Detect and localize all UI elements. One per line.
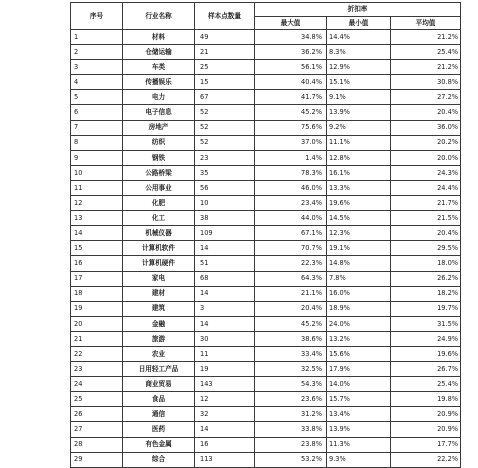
table-row: [71, 437, 461, 452]
row-industry-cell: 金融: [123, 316, 195, 331]
row-sample-count-cell: 21: [195, 45, 255, 60]
row-sample-count-cell: 51: [195, 256, 255, 271]
row-index-cell: 23: [71, 362, 123, 377]
row-max-cell: 54.3%: [255, 377, 327, 392]
row-avg-cell: 21.2%: [391, 60, 461, 75]
row-sample-count-cell: 3: [195, 301, 255, 316]
industry-discount-table-sheet: [70, 2, 460, 464]
row-sample-count-cell: 35: [195, 165, 255, 180]
table-row: [71, 120, 461, 135]
header-min: 最小值: [327, 17, 391, 30]
row-min-cell: 9.3%: [327, 452, 391, 467]
row-sample-count-cell: 49: [195, 30, 255, 45]
row-max-cell: 33.4%: [255, 346, 327, 361]
row-min-cell: 16.1%: [327, 165, 391, 180]
row-sample-count-cell: 12: [195, 392, 255, 407]
row-index-cell: 10: [71, 165, 123, 180]
row-index-cell: 25: [71, 392, 123, 407]
row-industry-cell: 钢铁: [123, 150, 195, 165]
row-max-cell: 34.8%: [255, 30, 327, 45]
row-sample-count-cell: 11: [195, 346, 255, 361]
row-industry-cell: 综合: [123, 452, 195, 467]
row-max-cell: 38.6%: [255, 331, 327, 346]
row-sample-count-cell: 52: [195, 120, 255, 135]
row-sample-count-cell: 16: [195, 437, 255, 452]
row-avg-cell: 19.8%: [391, 392, 461, 407]
row-min-cell: 14.4%: [327, 30, 391, 45]
row-index-cell: 4: [71, 75, 123, 90]
row-sample-count-cell: 52: [195, 105, 255, 120]
table-row: [71, 407, 461, 422]
row-sample-count-cell: 109: [195, 226, 255, 241]
row-sample-count-cell: 14: [195, 316, 255, 331]
row-min-cell: 17.9%: [327, 362, 391, 377]
row-avg-cell: 20.2%: [391, 135, 461, 150]
row-industry-cell: 纺织: [123, 135, 195, 150]
row-sample-count-cell: 52: [195, 135, 255, 150]
row-industry-cell: 化肥: [123, 196, 195, 211]
industry-discount-table: [70, 2, 461, 468]
row-index-cell: 26: [71, 407, 123, 422]
row-avg-cell: 26.7%: [391, 362, 461, 377]
row-index-cell: 8: [71, 135, 123, 150]
row-index-cell: 13: [71, 211, 123, 226]
row-avg-cell: 24.4%: [391, 180, 461, 195]
row-industry-cell: 建筑: [123, 301, 195, 316]
row-avg-cell: 20.9%: [391, 407, 461, 422]
row-sample-count-cell: 14: [195, 422, 255, 437]
table-row: [71, 150, 461, 165]
row-index-cell: 2: [71, 45, 123, 60]
row-min-cell: 14.8%: [327, 256, 391, 271]
row-index-cell: 9: [71, 150, 123, 165]
row-min-cell: 14.5%: [327, 211, 391, 226]
row-avg-cell: 20.0%: [391, 150, 461, 165]
row-sample-count-cell: 32: [195, 407, 255, 422]
row-min-cell: 13.4%: [327, 407, 391, 422]
table-row: [71, 75, 461, 90]
row-min-cell: 7.8%: [327, 271, 391, 286]
table-row: [71, 362, 461, 377]
header-discount-rate: 折扣率: [255, 3, 461, 17]
row-avg-cell: 24.9%: [391, 331, 461, 346]
row-sample-count-cell: 15: [195, 75, 255, 90]
row-industry-cell: 机械仪器: [123, 226, 195, 241]
header-index: 序号: [71, 3, 123, 30]
row-max-cell: 64.3%: [255, 271, 327, 286]
row-avg-cell: 18.2%: [391, 286, 461, 301]
row-index-cell: 11: [71, 180, 123, 195]
table-row: [71, 301, 461, 316]
row-max-cell: 46.0%: [255, 180, 327, 195]
row-max-cell: 31.2%: [255, 407, 327, 422]
table-row: [71, 90, 461, 105]
row-max-cell: 23.4%: [255, 196, 327, 211]
row-max-cell: 45.2%: [255, 316, 327, 331]
row-max-cell: 53.2%: [255, 452, 327, 467]
row-index-cell: 27: [71, 422, 123, 437]
row-avg-cell: 18.0%: [391, 256, 461, 271]
row-sample-count-cell: 10: [195, 196, 255, 211]
row-industry-cell: 食品: [123, 392, 195, 407]
row-min-cell: 15.7%: [327, 392, 391, 407]
row-avg-cell: 36.0%: [391, 120, 461, 135]
table-row: [71, 135, 461, 150]
table-row: [71, 196, 461, 211]
row-index-cell: 16: [71, 256, 123, 271]
row-industry-cell: 化工: [123, 211, 195, 226]
row-industry-cell: 家电: [123, 271, 195, 286]
header-max: 最大值: [255, 17, 327, 30]
row-industry-cell: 电子信息: [123, 105, 195, 120]
row-industry-cell: 电力: [123, 90, 195, 105]
table-row: [71, 286, 461, 301]
row-industry-cell: 传播娱乐: [123, 75, 195, 90]
row-industry-cell: 有色金属: [123, 437, 195, 452]
row-sample-count-cell: 38: [195, 211, 255, 226]
row-max-cell: 44.0%: [255, 211, 327, 226]
row-min-cell: 16.0%: [327, 286, 391, 301]
table-row: [71, 211, 461, 226]
table-row: [71, 256, 461, 271]
table-row: [71, 377, 461, 392]
row-min-cell: 13.9%: [327, 105, 391, 120]
row-index-cell: 6: [71, 105, 123, 120]
row-sample-count-cell: 19: [195, 362, 255, 377]
row-max-cell: 67.1%: [255, 226, 327, 241]
row-sample-count-cell: 113: [195, 452, 255, 467]
row-avg-cell: 20.9%: [391, 422, 461, 437]
row-min-cell: 15.1%: [327, 75, 391, 90]
row-industry-cell: 医药: [123, 422, 195, 437]
row-avg-cell: 20.4%: [391, 105, 461, 120]
row-min-cell: 9.1%: [327, 90, 391, 105]
table-row: [71, 45, 461, 60]
row-index-cell: 14: [71, 226, 123, 241]
row-min-cell: 18.9%: [327, 301, 391, 316]
row-max-cell: 41.7%: [255, 90, 327, 105]
row-avg-cell: 30.8%: [391, 75, 461, 90]
row-index-cell: 22: [71, 346, 123, 361]
row-industry-cell: 计算机硬件: [123, 256, 195, 271]
row-max-cell: 56.1%: [255, 60, 327, 75]
row-industry-cell: 车类: [123, 60, 195, 75]
row-min-cell: 11.3%: [327, 437, 391, 452]
table-row: [71, 346, 461, 361]
row-max-cell: 70.7%: [255, 241, 327, 256]
row-sample-count-cell: 143: [195, 377, 255, 392]
row-index-cell: 24: [71, 377, 123, 392]
row-industry-cell: 公路桥梁: [123, 165, 195, 180]
table-row: [71, 30, 461, 45]
row-min-cell: 8.3%: [327, 45, 391, 60]
row-index-cell: 7: [71, 120, 123, 135]
row-index-cell: 28: [71, 437, 123, 452]
table-body: [71, 30, 461, 468]
row-avg-cell: 24.3%: [391, 165, 461, 180]
table-row: [71, 422, 461, 437]
table-row: [71, 271, 461, 286]
row-min-cell: 11.1%: [327, 135, 391, 150]
row-max-cell: 23.8%: [255, 437, 327, 452]
row-max-cell: 75.6%: [255, 120, 327, 135]
row-industry-cell: 计算机软件: [123, 241, 195, 256]
row-industry-cell: 仓储运输: [123, 45, 195, 60]
row-index-cell: 12: [71, 196, 123, 211]
row-max-cell: 32.5%: [255, 362, 327, 377]
row-industry-cell: 商业贸易: [123, 377, 195, 392]
header-industry: 行业名称: [123, 3, 195, 30]
table-row: [71, 60, 461, 75]
row-min-cell: 13.9%: [327, 422, 391, 437]
row-avg-cell: 29.5%: [391, 241, 461, 256]
row-industry-cell: 材料: [123, 30, 195, 45]
row-min-cell: 15.6%: [327, 346, 391, 361]
row-sample-count-cell: 23: [195, 150, 255, 165]
table-row: [71, 241, 461, 256]
table-row: [71, 226, 461, 241]
row-sample-count-cell: 25: [195, 60, 255, 75]
row-min-cell: 13.3%: [327, 180, 391, 195]
row-industry-cell: 旅游: [123, 331, 195, 346]
row-index-cell: 20: [71, 316, 123, 331]
row-max-cell: 1.4%: [255, 150, 327, 165]
row-max-cell: 23.6%: [255, 392, 327, 407]
row-industry-cell: 房地产: [123, 120, 195, 135]
row-min-cell: 19.1%: [327, 241, 391, 256]
row-max-cell: 20.4%: [255, 301, 327, 316]
row-index-cell: 5: [71, 90, 123, 105]
row-max-cell: 33.8%: [255, 422, 327, 437]
header-sample-count: 样本点数量: [195, 3, 255, 30]
row-min-cell: 12.8%: [327, 150, 391, 165]
row-avg-cell: 25.4%: [391, 377, 461, 392]
row-industry-cell: 公用事业: [123, 180, 195, 195]
row-index-cell: 17: [71, 271, 123, 286]
row-index-cell: 19: [71, 301, 123, 316]
table-row: [71, 392, 461, 407]
row-min-cell: 19.6%: [327, 196, 391, 211]
row-sample-count-cell: 67: [195, 90, 255, 105]
row-industry-cell: 农业: [123, 346, 195, 361]
table-row: [71, 316, 461, 331]
table-row: [71, 180, 461, 195]
table-header: [71, 3, 461, 30]
row-avg-cell: 21.5%: [391, 211, 461, 226]
row-avg-cell: 21.7%: [391, 196, 461, 211]
row-max-cell: 22.3%: [255, 256, 327, 271]
row-max-cell: 40.4%: [255, 75, 327, 90]
row-index-cell: 18: [71, 286, 123, 301]
row-max-cell: 78.3%: [255, 165, 327, 180]
header-avg: 平均值: [391, 17, 461, 30]
row-min-cell: 13.2%: [327, 331, 391, 346]
table-row: [71, 452, 461, 467]
row-max-cell: 36.2%: [255, 45, 327, 60]
table-row: [71, 331, 461, 346]
row-min-cell: 14.0%: [327, 377, 391, 392]
row-sample-count-cell: 14: [195, 241, 255, 256]
row-avg-cell: 25.4%: [391, 45, 461, 60]
row-index-cell: 1: [71, 30, 123, 45]
row-avg-cell: 21.2%: [391, 30, 461, 45]
row-industry-cell: 通信: [123, 407, 195, 422]
row-industry-cell: 日用轻工产品: [123, 362, 195, 377]
row-min-cell: 24.0%: [327, 316, 391, 331]
table-row: [71, 165, 461, 180]
row-sample-count-cell: 56: [195, 180, 255, 195]
row-avg-cell: 17.7%: [391, 437, 461, 452]
row-min-cell: 12.3%: [327, 226, 391, 241]
row-sample-count-cell: 30: [195, 331, 255, 346]
row-sample-count-cell: 14: [195, 286, 255, 301]
row-avg-cell: 19.7%: [391, 301, 461, 316]
row-index-cell: 29: [71, 452, 123, 467]
row-industry-cell: 建材: [123, 286, 195, 301]
row-min-cell: 12.9%: [327, 60, 391, 75]
row-index-cell: 3: [71, 60, 123, 75]
row-avg-cell: 26.2%: [391, 271, 461, 286]
row-sample-count-cell: 68: [195, 271, 255, 286]
row-max-cell: 37.0%: [255, 135, 327, 150]
row-avg-cell: 19.6%: [391, 346, 461, 361]
row-avg-cell: 22.2%: [391, 452, 461, 467]
header-row-group: [71, 3, 461, 17]
row-index-cell: 15: [71, 241, 123, 256]
row-max-cell: 45.2%: [255, 105, 327, 120]
row-avg-cell: 27.2%: [391, 90, 461, 105]
row-avg-cell: 31.5%: [391, 316, 461, 331]
row-avg-cell: 20.4%: [391, 226, 461, 241]
row-min-cell: 9.2%: [327, 120, 391, 135]
row-max-cell: 21.1%: [255, 286, 327, 301]
table-row: [71, 105, 461, 120]
row-index-cell: 21: [71, 331, 123, 346]
